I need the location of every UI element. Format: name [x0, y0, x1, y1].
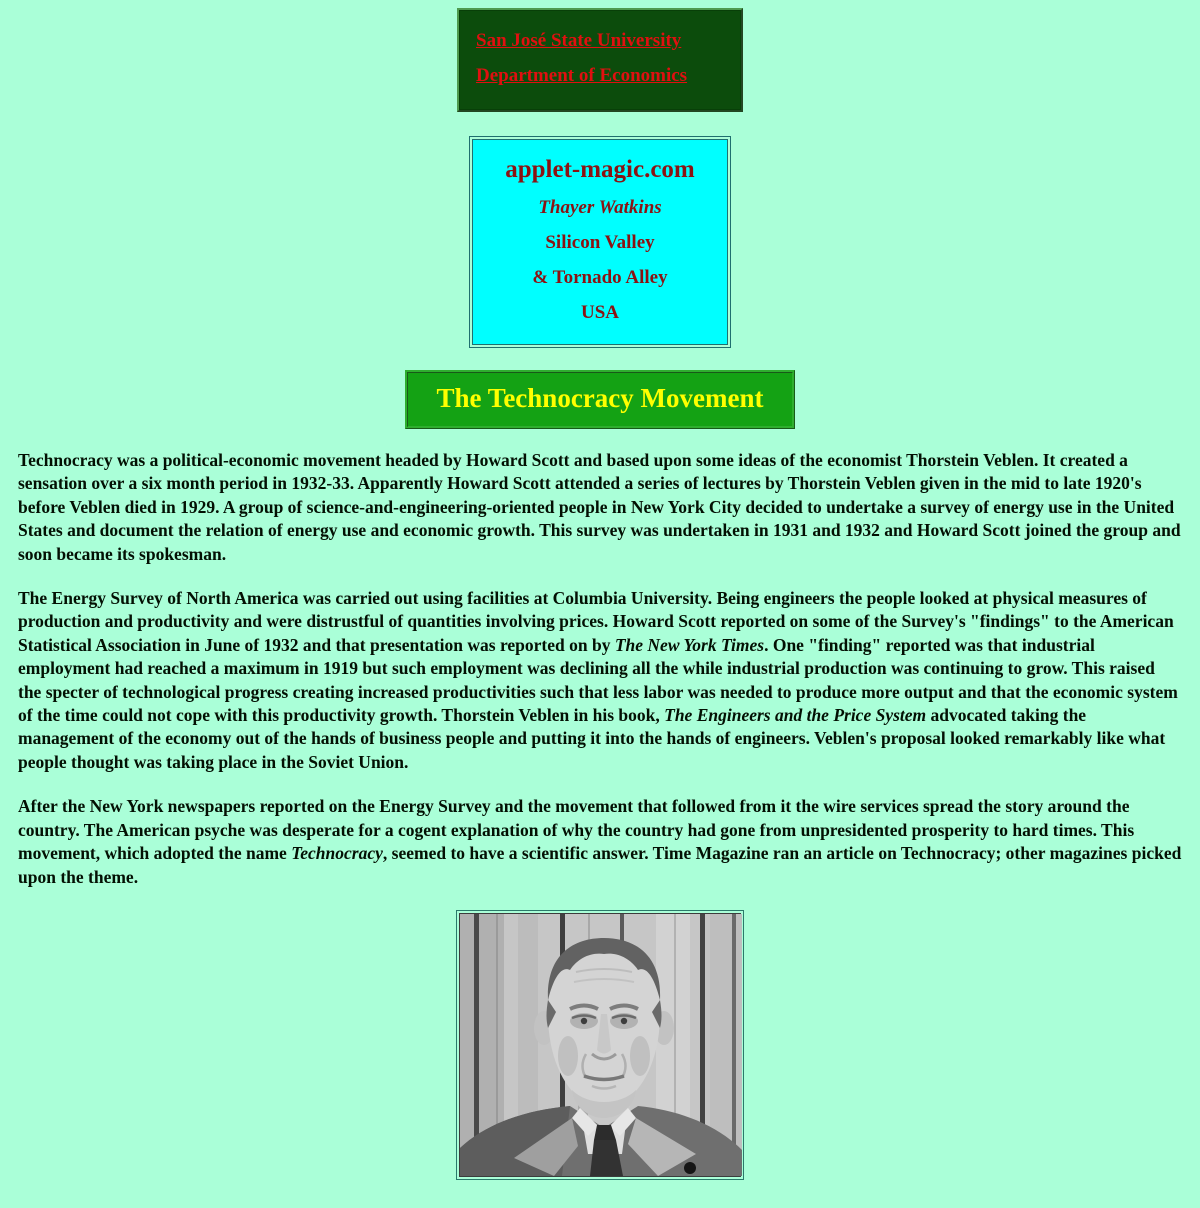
paragraph-text: advocated taking the management of the economy out of the hands of business people and putting it into the hands of engineers. Veblen's proposal looked remarkably like what people thought was taking place in the Soviet Union. [18, 705, 1166, 772]
paragraph [18, 587, 1182, 774]
paragraph [18, 795, 1182, 889]
department-link[interactable]: Department of Economics [476, 65, 688, 86]
portrait-illustration [460, 914, 742, 1176]
paragraph-text: , seemed to have a scientific answer. Time Magazine ran an article on Technocracy; other magazines picked upon the theme. [18, 843, 1182, 887]
italic-text: The New York Times [614, 634, 765, 655]
page [0, 8, 1200, 1208]
author-name: Thayer Watkins [538, 197, 662, 218]
location-line-3: USA [580, 302, 619, 323]
italic-text: Technocracy [291, 843, 383, 864]
italic-text: The Engineers and the Price System [664, 705, 927, 726]
photo-frame [456, 910, 744, 1180]
article [18, 449, 1182, 889]
title-banner [405, 370, 795, 429]
location-line-2: & Tornado Alley [532, 267, 668, 288]
university-link[interactable]: San José State University [476, 30, 682, 51]
university-link-box [457, 8, 743, 112]
masthead-box [469, 136, 731, 348]
paragraph-text: The Energy Survey of North America was carried out using facilities at Columbia University. Being engineers the people looked at physical measures of production and productivity and were distrustful of quantities involving prices. Howard Scott reported on some of the Survey's "findings" to the American Statistical Association in June of 1932 and that presentation was reported on by [18, 588, 1174, 655]
paragraph-text: After the New York newspapers reported on the Energy Survey and the movement that followed from it the wire services spread the story around the country. The American psyche was desperate for a cogent explanation of why the country had gone from unpresidented prosperity to hard times. This movement, which adopted the name [18, 796, 1135, 864]
location-line-1: Silicon Valley [545, 232, 655, 253]
paragraph [18, 449, 1182, 566]
page-title: The Technocracy Movement [436, 383, 764, 413]
paragraph-text: Technocracy was a political-economic movement headed by Howard Scott and based upon some ideas of the economist Thorstein Veblen. It created a sensation over a six month period in 1932-33. Apparently Howard Scott attended a series of lectures by Thorstein Veblen given in the mid to late 1920's before Veblen died in 1929. A group of science-and-engineering-oriented people in New York City decided to undertake a survey of energy use in the United States and document the relation of energy use and economic growth. This survey was undertaken in 1931 and 1932 and Howard Scott joined the group and soon became its spokesman. [18, 450, 1181, 564]
howard-scott-photo [459, 913, 741, 1177]
paragraph-text: . One "finding" reported was that industrial employment had reached a maximum in 1919 but such employment was declining all the while industrial production was continuing to grow. This raised the specter of technological progress creating increased productivities such that less labor was needed to produce more output and that the economic system of the time could not cope with this productivity growth. Thorstein Veblen in his book, [18, 634, 1178, 726]
masthead-content [472, 139, 728, 345]
site-name: applet-magic.com [505, 156, 695, 183]
